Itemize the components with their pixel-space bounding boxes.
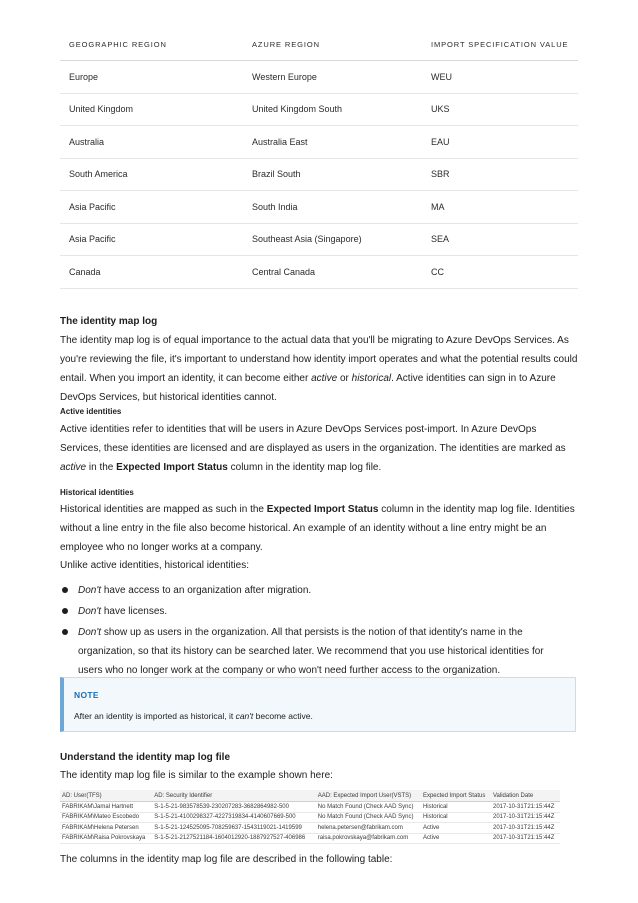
table-cell: Active xyxy=(421,833,491,844)
table-row xyxy=(60,223,578,256)
text-emphasis: Don't xyxy=(78,606,102,617)
active-identities-heading: Active identities xyxy=(60,407,122,416)
table-cell: FABRIKAM\Raisa Pokrovskaya xyxy=(60,833,152,844)
column-header: AD: User(TFS) xyxy=(60,790,152,802)
table-row xyxy=(60,833,560,844)
table-cell: United Kingdom xyxy=(60,93,243,126)
text-strong: Expected Import Status xyxy=(116,462,228,473)
table-cell: CC xyxy=(422,256,578,289)
table-row xyxy=(60,61,578,94)
bullet-icon xyxy=(62,608,68,614)
identity-map-log-heading: The identity map log xyxy=(60,316,158,327)
table-cell: United Kingdom South xyxy=(243,93,422,126)
table-cell: SEA xyxy=(422,223,578,256)
text-span: column in the identity map log file. xyxy=(227,462,382,473)
historical-identities-list xyxy=(60,581,570,682)
table-cell: WEU xyxy=(422,61,578,94)
table-cell: Asia Pacific xyxy=(60,223,243,256)
table-cell: Central Canada xyxy=(243,256,422,289)
table-row xyxy=(60,812,560,823)
text-span: have access to an organization after migration. xyxy=(101,585,312,596)
understand-log-intro: The identity map log file is similar to the example shown here: xyxy=(60,770,333,781)
table-cell: No Match Found (Check AAD Sync) xyxy=(316,812,421,823)
table-cell: Europe xyxy=(60,61,243,94)
table-cell: 2017-10-31T21:15:44Z xyxy=(491,833,560,844)
text-span: become active. xyxy=(253,711,313,721)
table-cell: S-1-5-21-2127521184-1604012920-1887927527-406986 xyxy=(152,833,316,844)
note-title: NOTE xyxy=(74,690,99,700)
table-row xyxy=(60,823,560,834)
table-cell: Brazil South xyxy=(243,158,422,191)
list-item xyxy=(60,623,570,680)
list-item xyxy=(60,602,570,621)
list-item xyxy=(60,581,570,600)
table-cell: Southeast Asia (Singapore) xyxy=(243,223,422,256)
table-cell: helena.petersen@fabrikam.com xyxy=(316,823,421,834)
table-header-row xyxy=(60,28,578,61)
text-emphasis: active xyxy=(311,373,338,384)
column-header-geographic-region: GEOGRAPHIC REGION xyxy=(60,28,243,61)
column-header: Expected Import Status xyxy=(421,790,491,802)
active-identities-paragraph xyxy=(60,420,580,477)
table-cell: Historical xyxy=(421,802,491,813)
table-cell: S-1-5-21-983578539-230207283-3682864982-500 xyxy=(152,802,316,813)
table-cell: 2017-10-31T21:15:44Z xyxy=(491,812,560,823)
table-cell: Active xyxy=(421,823,491,834)
historical-identities-paragraph xyxy=(60,500,580,557)
table-cell: S-1-5-21-124525095-708259637-1543119021-1419599 xyxy=(152,823,316,834)
text-span: Historical identities are mapped as such in the xyxy=(60,504,267,515)
column-header-azure-region: AZURE REGION xyxy=(243,28,422,61)
table-cell: Historical xyxy=(421,812,491,823)
text-span: show up as users in the organization. All that persists is the notion of that identity's name in the organization, so that its history can be searched later. We recommend that you use historical identities for users who no longer work at the company or who won't need further access to the organization. xyxy=(78,627,544,676)
historical-identities-heading: Historical identities xyxy=(60,488,134,497)
text-emphasis: Don't xyxy=(78,627,102,638)
table-header-row xyxy=(60,790,560,802)
identity-map-log-example xyxy=(60,790,560,844)
region-table xyxy=(60,28,578,289)
table-row xyxy=(60,126,578,159)
table-row xyxy=(60,158,578,191)
text-span: or xyxy=(337,373,352,384)
table-cell: SBR xyxy=(422,158,578,191)
note-callout xyxy=(60,677,576,732)
table-row xyxy=(60,191,578,224)
table-cell: FABRIKAM\Mateo Escobedo xyxy=(60,812,152,823)
table-row xyxy=(60,93,578,126)
table-cell: FABRIKAM\Jamal Hartnett xyxy=(60,802,152,813)
table-cell: S-1-5-21-4100298327-4227319834-4140607669-500 xyxy=(152,812,316,823)
table-cell: 2017-10-31T21:15:44Z xyxy=(491,823,560,834)
text-span: . Active identities can sign in to Azure DevOps Services, but historical identities cannot. xyxy=(60,373,556,403)
text-span: column in the identity map log file. Identities without a line entry in the file also become historical. An example of an identity without a line entry might be an employee who no longer works at a company. xyxy=(60,504,575,553)
text-emphasis: can't xyxy=(235,711,254,721)
table-cell: South America xyxy=(60,158,243,191)
understand-log-outro: The columns in the identity map log file are described in the following table: xyxy=(60,854,393,865)
table-cell: South India xyxy=(243,191,422,224)
table-row xyxy=(60,802,560,813)
text-span: After an identity is imported as historical, it xyxy=(74,711,236,721)
table-row xyxy=(60,256,578,289)
identity-map-log-paragraph xyxy=(60,331,580,407)
text-span: The identity map log is of equal importance to the actual data that you'll be migrating to Azure DevOps Services. As you're reviewing the file, it's important to understand how identity import operates and what the potential results could entail. When you import an identity, it can become either xyxy=(60,335,578,384)
text-span: have licenses. xyxy=(101,606,168,617)
table-cell: Western Europe xyxy=(243,61,422,94)
bullet-icon xyxy=(62,629,68,635)
column-header: Validation Date xyxy=(491,790,560,802)
column-header: AD: Security Identifier xyxy=(152,790,316,802)
historical-identities-intro: Unlike active identities, historical identities: xyxy=(60,560,249,571)
text-span: Active identities refer to identities that will be users in Azure DevOps Services post-import. In Azure DevOps Services, these identities are licensed and are displayed as users in the organization. The identities are marked as xyxy=(60,424,566,454)
column-header: AAD: Expected Import User(VSTS) xyxy=(316,790,421,802)
table-cell: raisa.pokrovskaya@fabrikam.com xyxy=(316,833,421,844)
text-strong: Expected Import Status xyxy=(266,504,379,515)
table-cell: EAU xyxy=(422,126,578,159)
table-cell: Asia Pacific xyxy=(60,191,243,224)
text-emphasis: Don't xyxy=(78,585,102,596)
table-cell: FABRIKAM\Helena Petersen xyxy=(60,823,152,834)
understand-log-heading: Understand the identity map log file xyxy=(60,752,231,763)
table-cell: Australia East xyxy=(243,126,422,159)
column-header-import-spec: IMPORT SPECIFICATION VALUE xyxy=(422,28,578,61)
table-cell: 2017-10-31T21:15:44Z xyxy=(491,802,560,813)
text-span: in the xyxy=(86,462,117,473)
bullet-icon xyxy=(62,587,68,593)
text-emphasis: active xyxy=(60,462,87,473)
text-emphasis: historical xyxy=(351,373,392,384)
table-cell: MA xyxy=(422,191,578,224)
table-cell: Canada xyxy=(60,256,243,289)
note-text xyxy=(74,711,313,721)
table-cell: UKS xyxy=(422,93,578,126)
table-cell: No Match Found (Check AAD Sync) xyxy=(316,802,421,813)
table-cell: Australia xyxy=(60,126,243,159)
